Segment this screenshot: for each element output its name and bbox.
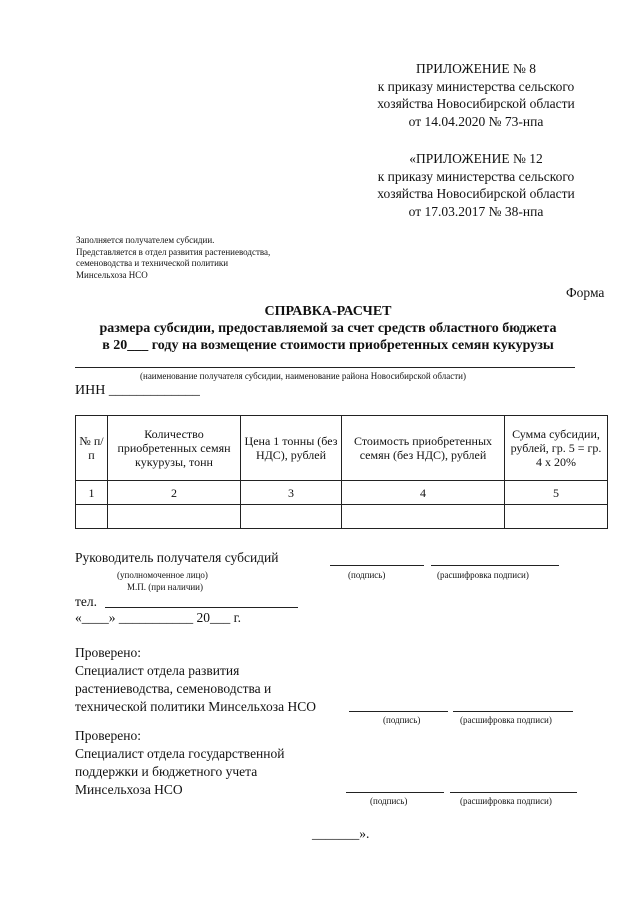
appendix-12-title: «ПРИЛОЖЕНИЕ № 12: [409, 151, 543, 166]
check1-line: технической политики Минсельхоза НСО: [75, 699, 316, 714]
table-number-cell: 2: [108, 481, 241, 505]
check1-decode-line[interactable]: [453, 711, 573, 712]
check2-signature-line[interactable]: [346, 792, 444, 793]
appendix-12-header: [348, 150, 604, 220]
head-label: Руководитель получателя субсидий: [75, 550, 279, 565]
closing-mark: _______».: [312, 826, 370, 841]
appendix-12-date-line: от 17.03.2017 № 38-нпа: [408, 203, 544, 219]
check2-line: поддержки и бюджетного учета: [75, 764, 258, 779]
appendix-8-header: [348, 60, 604, 130]
table-cell[interactable]: [108, 505, 241, 529]
check1-line: Специалист отдела развития: [75, 663, 240, 678]
table-cell[interactable]: [76, 505, 108, 529]
check1-checked: Проверено:: [75, 645, 142, 660]
title-sub-2: в 20___ году на возмещение стоимости приобретенных семян кукурузы: [102, 338, 554, 353]
recipient-name-line[interactable]: [75, 367, 575, 368]
head-sub-authorized: (уполномоченное лицо): [117, 570, 208, 580]
check1-line: растениеводства, семеноводства и: [75, 681, 272, 696]
table-header-cell: Стоимость приобретенных семян (без НДС), рублей: [342, 416, 505, 481]
table-header-cell: Цена 1 тонны (без НДС), рублей: [241, 416, 342, 481]
table-cell[interactable]: [505, 505, 608, 529]
document-title: [60, 303, 596, 354]
appendix-8-title: ПРИЛОЖЕНИЕ № 8: [415, 61, 537, 76]
table-number-cell: 5: [505, 481, 608, 505]
note-line: Заполняется получателем субсидии.: [76, 235, 215, 245]
check1-signature-line[interactable]: [349, 711, 448, 712]
date-field[interactable]: «____» ___________ 20___ г.: [75, 610, 242, 625]
note-line: Минсельхоза НСО: [76, 269, 148, 280]
title-main: СПРАВКА-РАСЧЕТ: [264, 304, 392, 319]
head-decode-caption: (расшифровка подписи): [437, 570, 529, 580]
check2-decode-line[interactable]: [450, 792, 577, 793]
appendix-12-order-line: к приказу министерства сельского: [377, 168, 575, 184]
head-signature-line[interactable]: [330, 565, 424, 566]
note-line: семеноводства и технической политики: [76, 258, 229, 269]
form-label: Форма: [566, 285, 605, 300]
table-header-cell: Сумма субсидии, рублей, гр. 5 = гр. 4 x 20%: [505, 416, 608, 481]
head-sub-stamp: М.П. (при наличии): [127, 582, 203, 592]
appendix-8-date-line: от 14.04.2020 № 73-нпа: [408, 113, 544, 129]
tel-label: тел.: [75, 594, 98, 609]
check2-block: [75, 727, 284, 799]
check1-signature-caption: (подпись): [383, 715, 421, 725]
check2-signature-caption: (подпись): [370, 796, 408, 806]
table-cell[interactable]: [241, 505, 342, 529]
check2-decode-caption: (расшифровка подписи): [460, 796, 552, 806]
head-signature-caption: (подпись): [348, 570, 386, 580]
table-number-cell: 4: [342, 481, 505, 505]
note-line: Представляется в отдел развития растениеводства,: [76, 246, 271, 257]
recipient-caption: (наименование получателя субсидии, наименование района Новосибирской области): [140, 371, 466, 381]
check2-line: Специалист отдела государственной: [75, 746, 285, 761]
table-number-cell: 3: [241, 481, 342, 505]
table-row: [76, 505, 608, 529]
title-sub-1: размера субсидии, предоставляемой за счет средств областного бюджета: [99, 321, 557, 336]
tel-input-line[interactable]: [105, 607, 298, 608]
table-header-row: [76, 416, 608, 481]
filling-note: [76, 235, 270, 281]
check1-block: [75, 644, 316, 716]
table-header-cell: № п/п: [76, 416, 108, 481]
table-header-cell: Количество приобретенных семян кукурузы, тонн: [108, 416, 241, 481]
check1-decode-caption: (расшифровка подписи): [460, 715, 552, 725]
appendix-12-ministry-line: хозяйства Новосибирской области: [377, 186, 575, 201]
table-number-cell: 1: [76, 481, 108, 505]
check2-checked: Проверено:: [75, 728, 142, 743]
check2-line: Минсельхоза НСО: [75, 782, 183, 797]
inn-field[interactable]: ИНН _____________: [75, 383, 200, 398]
head-decode-line[interactable]: [431, 565, 559, 566]
calculation-table: [75, 415, 608, 529]
table-number-row: [76, 481, 608, 505]
appendix-8-order-line: к приказу министерства сельского: [377, 78, 575, 94]
appendix-8-ministry-line: хозяйства Новосибирской области: [377, 96, 575, 111]
table-cell[interactable]: [342, 505, 505, 529]
